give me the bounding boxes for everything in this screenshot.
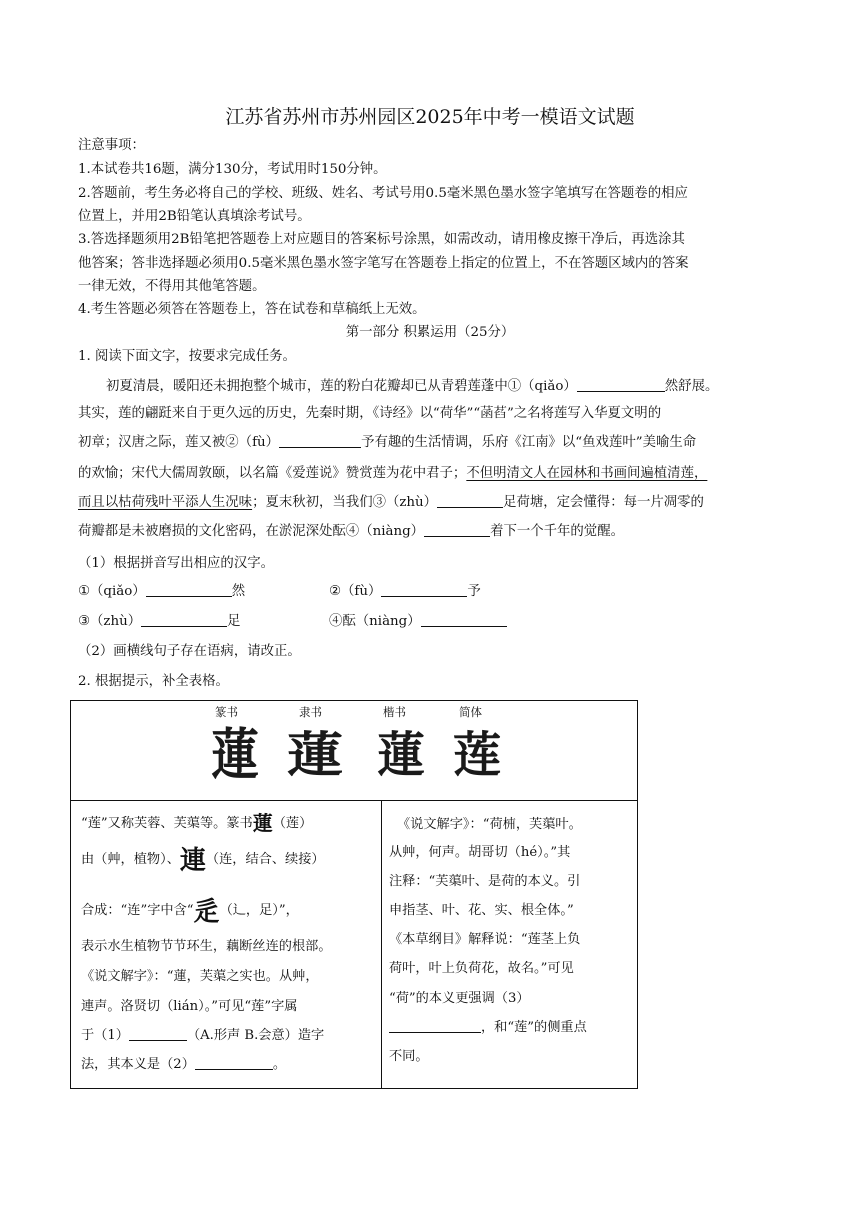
notice-item: 他答案；答非选择题必须用0.5毫米黑色墨水签字笔写在答题卷上指定的位置上，不在答题区域内的答案 — [78, 256, 689, 271]
chuo-glyph-small: 辵 — [193, 897, 220, 927]
sub-question-2: （2）画横线句子存在语病，请改正。 — [78, 644, 301, 659]
script-label-simplified: 简体 — [459, 705, 482, 719]
notice-item: 3.答选择题须用2B铅笔把答题卷上对应题目的答案标号涂黑，如需改动，请用橡皮擦干净后，再选涂其 — [78, 232, 685, 247]
answer-field-2[interactable] — [381, 582, 467, 597]
answer-field-1[interactable] — [146, 582, 232, 597]
notice-heading: 注意事项： — [78, 138, 145, 153]
clerical-glyph: 蓮 — [286, 727, 344, 783]
notice-item: 一律无效，不得用其他笔答题。 — [78, 279, 266, 294]
right-cell-line: 从艸，何声。胡哥切（hé）。”其 — [389, 845, 571, 860]
answer-blank-2[interactable] — [279, 433, 361, 448]
passage-line: 而且以枯荷残叶平添人生况味；夏末秋初，当我们③（zhù） 足荷塘，定会懂得：每一片凋零的 — [78, 495, 704, 510]
answer-row: ④酝（niàng） — [329, 612, 569, 632]
section-title: 第一部分 积累运用（25分） — [345, 325, 515, 340]
notice-item: 2.答题前，考生务必将自己的学校、班级、姓名、考试号用0.5毫米黑色墨水签字笔填写在答题卷的相应 — [78, 186, 688, 201]
passage-line: 荷瓣都是未被磨损的文化密码，在淤泥深处酝④（niàng） 着下一个千年的觉醒。 — [78, 524, 624, 539]
table-divider — [381, 800, 382, 1089]
right-cell-line: “荷”的本义更强调（3） — [389, 991, 530, 1006]
notice-item: 4.考生答题必须答在答题卷上，答在试卷和草稿纸上无效。 — [78, 302, 426, 317]
left-cell-line: 合成：“连”字中含“辵（辶，足）”， — [81, 897, 299, 927]
answer-row: ③（zhù） 足 — [78, 614, 241, 629]
left-cell-line: 表示水生植物节节环生，藕断丝连的根部。 — [81, 939, 332, 954]
answer-row: ①（qiǎo） 然 — [78, 584, 246, 599]
lian-glyph-small: 連 — [179, 846, 206, 876]
left-cell-line: 《说文解字》：“蓮，芙蕖之实也。从艸， — [81, 969, 319, 984]
question-2-prompt: 2. 根据提示，补全表格。 — [78, 674, 229, 689]
answer-field-4[interactable] — [421, 612, 507, 627]
passage-line: 的欢愉；宋代大儒周敦颐，以名篇《爱莲说》赞赏莲为花中君子；不但明清文人在园林和书画间遍植清莲， — [78, 466, 708, 481]
notice-item: 位置上，并用2B铅笔认真填涂考试号。 — [78, 209, 311, 224]
left-cell-line: 于（1） （A.形声 B.会意）造字 — [81, 1028, 325, 1043]
question-1-prompt: 1. 阅读下面文字，按要求完成任务。 — [78, 349, 296, 364]
right-cell-line: 注释：“芙蕖叶、是荷的本义。引 — [389, 874, 581, 889]
regular-glyph: 蓮 — [377, 727, 426, 783]
answer-row: ②（fù） 予 — [329, 584, 481, 599]
answer-blank-table-2[interactable] — [195, 1055, 273, 1070]
table-divider — [71, 800, 637, 801]
seal-glyph-small: 蓮 — [252, 811, 273, 835]
underlined-sentence: 不但明清文人在园林和书画间遍植清莲， — [466, 466, 708, 481]
right-cell-line: 荷叶，叶上负荷花，故名。”可见 — [389, 961, 574, 976]
script-label-regular: 楷书 — [383, 705, 406, 719]
notice-item: 1.本试卷共16题，满分130分，考试用时150分钟。 — [78, 162, 387, 177]
answer-blank-4[interactable] — [424, 522, 490, 537]
page-title: 江苏省苏州市苏州园区2025年中考一模语文试题 — [225, 106, 635, 128]
passage-line: 其实，莲的翩跹来自于更久远的历史，先秦时期，《诗经》以“荷华”“菡萏”之名将莲写入华夏文明的 — [78, 406, 662, 421]
seal-glyph: 蓮 — [211, 722, 258, 788]
sub-question-1: （1）根据拼音写出相应的汉字。 — [78, 556, 274, 571]
right-cell-line: 《本草纲目》解释说：“莲茎上负 — [389, 932, 581, 947]
passage-line: 初夏清晨，暖阳还未拥抱整个城市，莲的粉白花瓣却已从青碧莲蓬中①（qiǎo） 然舒展。 — [106, 379, 719, 394]
left-cell-line: “莲”又称芙蓉、芙蕖等。篆书蓮（莲） — [81, 811, 313, 835]
answer-blank-3[interactable] — [437, 493, 503, 508]
left-cell-line: 法，其本义是（2） 。 — [81, 1057, 287, 1072]
left-cell-line: 由（艸，植物）、連（连，结合、续接） — [81, 846, 325, 876]
script-label-clerical: 隶书 — [299, 705, 322, 719]
underlined-sentence: 而且以枯荷残叶平添人生况味 — [78, 495, 253, 510]
hint-table — [70, 700, 638, 1089]
simplified-glyph: 莲 — [453, 727, 502, 783]
answer-blank-1[interactable] — [577, 377, 665, 392]
answer-blank-table-3[interactable] — [389, 1018, 481, 1033]
right-cell-line: ，和“莲”的侧重点 — [389, 1018, 587, 1038]
answer-field-3[interactable] — [141, 612, 227, 627]
passage-line: 初章；汉唐之际，莲又被②（fù） 予有趣的生活情调，乐府《江南》以“鱼戏莲叶”美喻生命 — [78, 435, 697, 450]
script-label-seal: 篆书 — [215, 705, 238, 719]
right-cell-line: 申指茎、叶、花、实、根全体。” — [389, 903, 574, 918]
right-cell-line: 不同。 — [389, 1049, 429, 1064]
right-cell-line: 《说文解字》：“荷枾，芙蕖叶。 — [397, 817, 582, 832]
answer-blank-table-1[interactable] — [129, 1026, 187, 1041]
left-cell-line: 連声。洛贤切（lián）。”可见“莲”字属 — [81, 999, 298, 1014]
